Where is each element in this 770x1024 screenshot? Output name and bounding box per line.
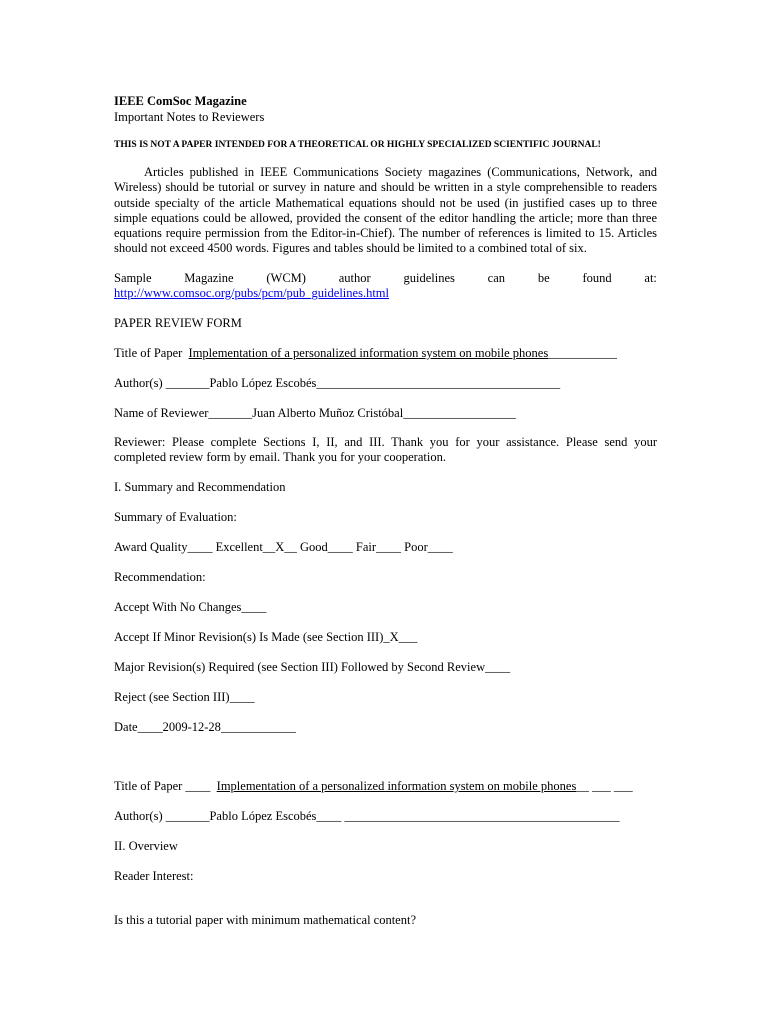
recommendation-label: Recommendation: (114, 570, 206, 584)
reject-option[interactable]: Reject (see Section III)____ (114, 690, 255, 704)
warning-notice: THIS IS NOT A PAPER INTENDED FOR A THEORETICAL OR HIGHLY SPECIALIZED SCIENTIFIC JOURNAL! (114, 140, 601, 150)
award-quality-field[interactable]: Award Quality____ Excellent__X__ Good____ Fair____ Poor____ (114, 540, 453, 554)
reviewer-trail: __________________ (403, 406, 516, 420)
author-field[interactable]: Pablo López Escobés (209, 376, 317, 390)
accept-minor-option[interactable]: Accept If Minor Revision(s) Is Made (see Section III)_X___ (114, 630, 418, 644)
guidelines-word: Sample (114, 271, 152, 285)
guidelines-word: found (582, 271, 612, 285)
reader-interest-label: Reader Interest: (114, 869, 194, 883)
tutorial-question: Is this a tutorial paper with minimum mathematical content? (114, 913, 417, 927)
form-heading: PAPER REVIEW FORM (114, 316, 242, 330)
author-row (114, 376, 560, 391)
reviewer-instructions: Reviewer: Please complete Sections I, II, and III. Thank you for your assistance. Please send your completed review form by email. Thank you for your cooperation. (114, 435, 657, 465)
title-trail: ___________ (548, 346, 617, 360)
reviewer-field[interactable]: Juan Alberto Muñoz Cristóbal (252, 406, 404, 420)
author-label: Author(s) _______ (114, 809, 210, 823)
title-field[interactable]: Implementation of a personalized information system on mobile phones (188, 346, 549, 360)
author-label: Author(s) _______ (114, 376, 210, 390)
title-label: Title of Paper (114, 346, 183, 360)
guidelines-word: can (487, 271, 506, 285)
title-row (114, 346, 617, 361)
date-row (114, 720, 296, 735)
author-trail: _______________________________________ (316, 376, 561, 390)
intro-paragraph: Articles published in IEEE Communications Society magazines (Communications, Network, and Wireless) should be tutorial or survey in nature and should be written in a style comprehensible to readers outside specialty of the article Mathematical equations should not be used (in justified cases up to three simple equations could be allowed, provided the consent of the editor handling the article; more than three equations require permission from the Editor-in-Chief). The number of references is limited to 15. Articles should not exceed 4500 words. Figures and tables should be limited to a combined total of six. (114, 165, 657, 256)
guidelines-word: at: (644, 271, 657, 285)
magazine-title: IEEE ComSoc Magazine (114, 94, 247, 108)
date-label: Date____ (114, 720, 163, 734)
reviewer-label: Name of Reviewer_______ (114, 406, 253, 420)
reviewer-row (114, 406, 516, 421)
author-field[interactable]: Pablo López Escobés (209, 809, 317, 823)
title-label: Title of Paper ____ (114, 779, 214, 793)
page-subtitle: Important Notes to Reviewers (114, 110, 265, 124)
guidelines-link[interactable]: http://www.comsoc.org/pubs/pcm/pub_guidelines.html (114, 286, 389, 300)
accept-no-changes-option[interactable]: Accept With No Changes____ (114, 600, 267, 614)
author-trail: ____ ____________________________________________ (316, 809, 620, 823)
guidelines-word: author (338, 271, 371, 285)
summary-label: Summary of Evaluation: (114, 510, 237, 524)
major-revision-option[interactable]: Major Revision(s) Required (see Section III) Followed by Second Review____ (114, 660, 511, 674)
guidelines-sentence (114, 271, 657, 286)
section-2-heading: II. Overview (114, 839, 178, 853)
date-trail: ____________ (220, 720, 296, 734)
author-row-2 (114, 809, 620, 824)
guidelines-word: guidelines (403, 271, 455, 285)
guidelines-word: Magazine (184, 271, 234, 285)
title-trail: __ ___ ___ (576, 779, 633, 793)
date-field[interactable]: 2009-12-28 (162, 720, 221, 734)
title-field[interactable]: Implementation of a personalized information system on mobile phones (216, 779, 577, 793)
title-row-2 (114, 779, 633, 794)
section-1-heading: I. Summary and Recommendation (114, 480, 286, 494)
guidelines-word: be (537, 271, 550, 285)
guidelines-word: (WCM) (266, 271, 306, 285)
